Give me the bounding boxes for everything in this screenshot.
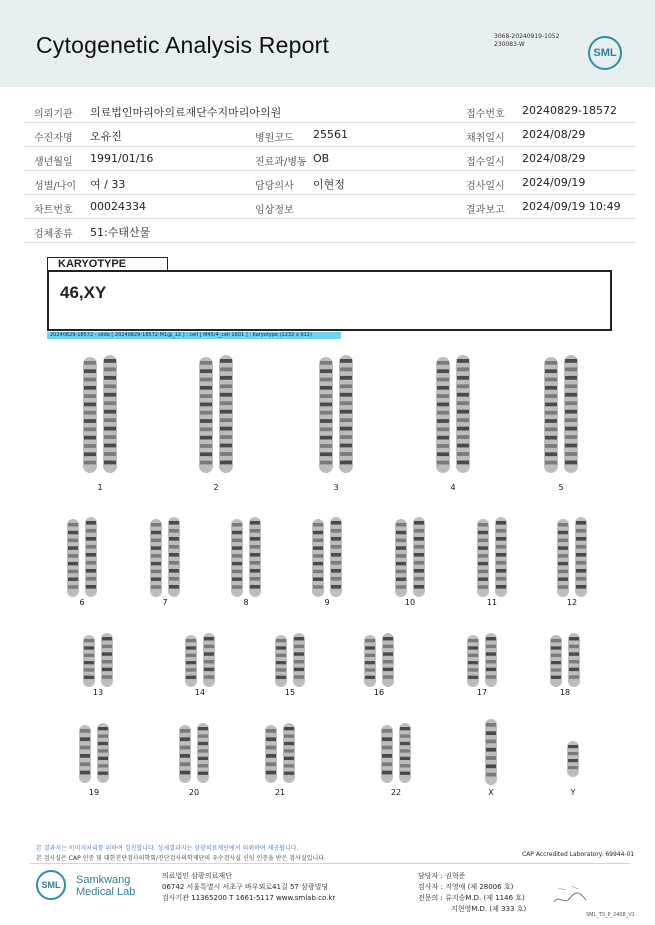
- hospital-code-value: 25561: [313, 128, 348, 141]
- image-info-strip: 20240829-18572 - slide [ 20240829-18572 M1@_12 ] : cell [ M45/4_cell 1601 ] : Karyotype (1232 x 912): [47, 332, 341, 339]
- sex-age-value: 여 / 33: [90, 178, 126, 191]
- chromosome-pair-7: [150, 517, 180, 597]
- info-row: [24, 196, 636, 219]
- specialist-1: 전문의 : 류지승M.D. (제 1146 호): [418, 894, 525, 902]
- lab-address-block: [162, 871, 335, 904]
- chromosome-label: 22: [390, 788, 402, 797]
- karyotype-result-box: [47, 270, 612, 331]
- report-label: 결과보고: [466, 205, 505, 216]
- chromosome-pair-2: [199, 355, 233, 473]
- lab-logo: SML: [36, 870, 66, 900]
- chromosome-label: 11: [486, 598, 498, 607]
- chromosome-pair-13: [83, 633, 113, 687]
- chromosome-label: 13: [92, 688, 104, 697]
- chromosome-pair-15: [275, 633, 305, 687]
- chromosome-label: 2: [213, 483, 219, 492]
- lab-contact: 검사기관 11365200 T 1661-5117 www.smlab.co.kr: [162, 894, 336, 902]
- chromosome-label: 14: [194, 688, 206, 697]
- chromosome-pair-4: [436, 355, 470, 473]
- chromosome-pair-20: [179, 723, 209, 783]
- chromosome-pair-10: [395, 517, 425, 597]
- examiner: 검사자 : 지영애 (제 28006 호): [418, 883, 514, 891]
- patient-value: 오유진: [90, 130, 122, 143]
- birth-label: 생년월일: [34, 157, 73, 168]
- chromosome-label: 6: [79, 598, 85, 607]
- signature-block: [418, 871, 526, 915]
- chart-label: 차트번호: [34, 205, 73, 216]
- note-line-1: 본 결과지는 이미지처리를 위하여 검진합니다. 상세결과지는 삼광의료재단에서 의뢰하여 제공됩니다.: [36, 845, 299, 852]
- doctor-value: 이현정: [313, 178, 345, 191]
- chromosome-label: 18: [559, 688, 571, 697]
- specimen-label: 검체종류: [34, 229, 73, 240]
- barcode-sub-number: 230083-W: [494, 41, 525, 48]
- chromosome-pair-19: [79, 723, 109, 783]
- handwritten-signature: [552, 880, 588, 910]
- lab-address: 06742 서울특별시 서초구 바우뫼로41길 57 삼광빌딩: [162, 883, 329, 891]
- karyogram-image: [40, 345, 620, 805]
- chromosome-label: 3: [333, 483, 339, 492]
- manager: 담당자 : 권혁준: [418, 872, 466, 880]
- patient-label: 수진자명: [34, 133, 73, 144]
- institution-label: 의뢰기관: [34, 109, 73, 120]
- collect-date-value: 2024/08/29: [522, 128, 586, 141]
- chromosome-label: 7: [162, 598, 168, 607]
- chromosome-pair-17: [467, 633, 497, 687]
- institution-value: 의료법인마리아의료재단수지마리아의원: [90, 106, 282, 119]
- chromosome-label: 20: [188, 788, 200, 797]
- specimen-value: 51:수태산물: [90, 226, 151, 239]
- info-row: [24, 100, 636, 123]
- receipt-date-value: 2024/08/29: [522, 152, 586, 165]
- collect-date-label: 채취일시: [466, 133, 505, 144]
- note-line-2: 본 검사실은 CAP 인증 및 대한진단검사의학회/진단검사의학재단의 우수검사실 신임 인증을 받은 검사실입니다.: [36, 855, 326, 862]
- sml-logo: SML: [588, 36, 622, 70]
- chromosome-pair-6: [67, 517, 97, 597]
- report-notes: [36, 843, 326, 862]
- lab-org: 의료법인 삼광의료재단: [162, 872, 232, 880]
- chromosome-pair-11: [477, 517, 507, 597]
- chromosome-label: 8: [243, 598, 249, 607]
- karyotype-result: 46,XY: [60, 283, 107, 302]
- chromosome-label: 10: [404, 598, 416, 607]
- chromosome-pair-Y: [567, 741, 579, 777]
- receipt-no-value: 20240829-18572: [522, 104, 617, 117]
- receipt-no-label: 접수번호: [466, 109, 505, 120]
- chromosome-label: Y: [570, 788, 576, 797]
- chromosome-pair-9: [312, 517, 342, 597]
- test-date-label: 검사일시: [466, 181, 505, 192]
- clinical-label: 임상정보: [255, 205, 294, 216]
- info-row: [24, 220, 636, 243]
- receipt-date-label: 접수일시: [466, 157, 505, 168]
- chromosome-pair-8: [231, 517, 261, 597]
- cap-accreditation: CAP Accredited Laboratory. 69944-01: [522, 851, 635, 858]
- chromosome-label: 15: [284, 688, 296, 697]
- sex-age-label: 성별/나이: [34, 181, 77, 192]
- dept-value: OB: [313, 152, 330, 165]
- barcode-number: 3068-20240919-1052: [494, 33, 560, 40]
- chromosome-pair-16: [364, 633, 394, 687]
- chromosome-label: 17: [476, 688, 488, 697]
- chromosome-label: X: [488, 788, 494, 797]
- footer-divider: [30, 863, 630, 864]
- chromosome-pair-12: [557, 517, 587, 597]
- lab-name: Samkwang Medical Lab: [76, 874, 136, 898]
- chromosome-pair-14: [185, 633, 215, 687]
- chromosome-label: 12: [566, 598, 578, 607]
- birth-value: 1991/01/16: [90, 152, 154, 165]
- chromosome-pair-21: [265, 723, 295, 783]
- chromosome-label: 1: [97, 483, 103, 492]
- chromosome-pair-5: [544, 355, 578, 473]
- report-header: [0, 0, 655, 87]
- chromosome-label: 21: [274, 788, 286, 797]
- chromosome-pair-X: [485, 719, 497, 785]
- chromosome-label: 19: [88, 788, 100, 797]
- chromosome-pair-3: [319, 355, 353, 473]
- specialist-2: 지현영M.D. (제 333 호): [451, 905, 527, 913]
- chromosome-label: 5: [558, 483, 564, 492]
- dept-label: 진료과/병동: [255, 157, 307, 168]
- info-row: [24, 124, 636, 147]
- hospital-code-label: 병원코드: [255, 133, 294, 144]
- chromosome-pair-18: [550, 633, 580, 687]
- form-code: SML_TS_P_2408_V1: [586, 912, 635, 918]
- chromosome-label: 16: [373, 688, 385, 697]
- info-row: [24, 148, 636, 171]
- chromosome-pair-1: [83, 355, 117, 473]
- info-row: [24, 172, 636, 195]
- report-title: Cytogenetic Analysis Report: [36, 32, 330, 58]
- chart-value: 00024334: [90, 200, 146, 213]
- test-date-value: 2024/09/19: [522, 176, 586, 189]
- doctor-label: 담당의사: [255, 181, 294, 192]
- chromosome-pair-22: [381, 723, 411, 783]
- karyotype-tab: KARYOTYPE: [47, 257, 168, 270]
- chromosome-label: 4: [450, 483, 456, 492]
- chromosome-label: 9: [324, 598, 330, 607]
- report-value: 2024/09/19 10:49: [522, 200, 621, 213]
